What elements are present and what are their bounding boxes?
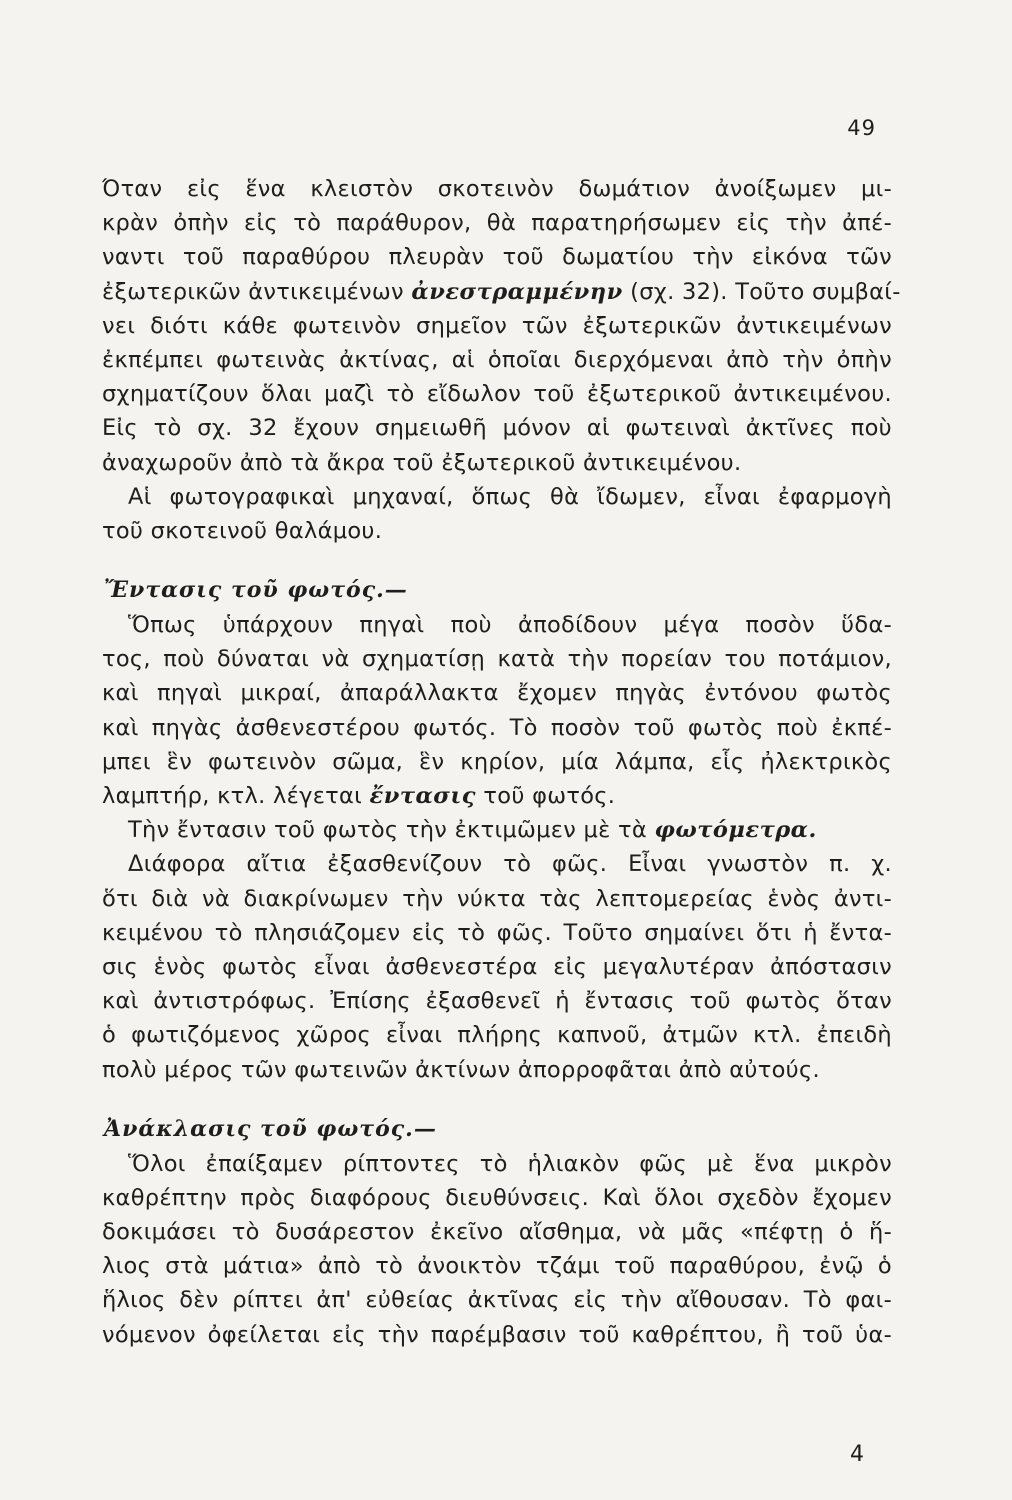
text-line: σχηματίζουν ὅλαι μαζὶ τὸ εἴδωλον τοῦ ἐξωτερικοῦ ἀντικειμένου. [102,381,892,408]
text-line: λιος στὰ μάτια» ἀπὸ τὸ ἀνοικτὸν τζάμι τοῦ παραθύρου, ἐνῷ ὁ [102,1253,892,1280]
paragraph-weakening [102,847,892,1086]
text-line: Όταν εἰς ἕνα κλειστὸν σκοτεινὸν δωμάτιον ἀνοίξωμεν μι- [102,176,892,202]
text-line: καὶ ἀντιστρόφως. Ἐπίσης ἐξασθενεῖ ἡ ἔντασις τοῦ φωτὸς ὅταν [102,988,892,1015]
text-span: τοῦ φωτός. [475,783,616,809]
text-line: ναντι τοῦ παραθύρου πλευρὰν τοῦ δωματίου τὴν εἰκόνα τῶν [102,244,892,271]
text-span: λαμπτήρ, κτλ. λέγεται [102,783,370,809]
text-line: κειμένου τὸ πλησιάζομεν εἰς τὸ φῶς. Τοῦτο σημαίνει ὅτι ἡ ἔντα- [102,919,892,946]
section-heading-intensity: Ἔντασις τοῦ φωτός.— [104,577,408,604]
spacer [102,548,892,572]
text-line: πολὺ μέρος τῶν φωτεινῶν ἀκτίνων ἀπορροφᾶται ἀπὸ αὐτούς. [102,1056,820,1083]
text-line [102,275,901,309]
text-line: μπει ἓν φωτεινὸν σῶμα, ἓν κηρίον, μία λάμπα, εἷς ἠλεκτρικὸς [102,748,892,775]
section-heading-reflection: Ἀνάκλασις τοῦ φωτός.— [104,1115,437,1142]
text-line: τοῦ σκοτεινοῦ θαλάμου. [102,517,383,544]
text-line: Εἰς τὸ σχ. 32 ἔχουν σημειωθῆ μόνον αἱ φωτειναὶ ἀκτῖνες ποὺ [102,415,892,442]
paragraph-mirror [102,1147,892,1352]
text-line: Διάφορα αἴτια ἐξασθενίζουν τὸ φῶς. Εἶναι γνωστὸν π. χ. [128,851,892,878]
text-line: ὁ φωτιζόμενος χῶρος εἶναι πλήρης καπνοῦ, ἀτμῶν κτλ. ἐπειδὴ [102,1022,892,1049]
text-line: καὶ πηγὰς ἀσθενεστέρου φωτός. Τὸ ποσὸν τοῦ φωτὸς ποὺ ἐκπέ- [102,714,892,741]
text-line [102,813,892,847]
text-line: κρὰν ὀπὴν εἰς τὸ παράθυρον, θὰ παρατηρήσωμεν εἰς τὴν ἀπέ- [102,210,892,237]
signature-number: 4 [850,1442,864,1467]
page-number: 49 [847,116,876,140]
text-body [102,172,901,1352]
text-line: καθρέπτην πρὸς διαφόρους διευθύνσεις. Καὶ ὅλοι σχεδὸν ἔχομεν [102,1184,892,1211]
paragraph-camera-obscura [102,172,901,480]
text-line: ὅτι διὰ νὰ διακρίνωμεν τὴν νύκτα τὰς λεπτομερείας ἑνὸς ἀντι- [102,885,892,912]
text-line: Ὅλοι ἐπαίξαμεν ρίπτοντες τὸ ἡλιακὸν φῶς μὲ ἕνα μικρὸν [128,1150,892,1177]
text-line: τος, ποὺ δύναται νὰ σχηματίσῃ κατὰ τὴν πορείαν του ποτάμιον, [102,646,892,673]
text-line: Ὅπως ὑπάρχουν πηγαὶ ποὺ ἀποδίδουν μέγα ποσὸν ὕδα- [128,612,892,639]
spacer [102,1087,892,1111]
text-line: καὶ πηγαὶ μικραί, ἀπαράλλακτα ἔχομεν πηγὰς ἐντόνου φωτὸς [102,680,892,707]
text-line: Αἱ φωτογραφικαὶ μηχαναί, ὅπως θὰ ἴδωμεν, εἶναι ἐφαρμογὴ [128,483,892,510]
emphasis-photometers: φωτόμετρα. [654,817,817,844]
text-line: νόμενον ὀφείλεται εἰς τὴν παρέμβασιν τοῦ καθρέπτου, ἢ τοῦ ὑα- [102,1321,892,1348]
text-span: ἐξωτερικῶν ἀντικειμένων [102,278,412,305]
text-line: ἐκπέμπει φωτεινὰς ἀκτίνας, αἱ ὁποῖαι διερχόμεναι ἀπὸ τὴν ὀπὴν [102,346,892,373]
paragraph-cameras [102,480,892,548]
text-line [102,779,892,813]
text-line: νει διότι κάθε φωτεινὸν σημεῖον τῶν ἐξωτερικῶν ἀντικειμένων [102,312,892,339]
paragraph-sources [102,608,892,813]
text-span: (σχ. 32). Τοῦτο συμβαί- [630,278,901,305]
text-line: ἥλιος δὲν ρίπτει ἀπ' εὐθείας ἀκτῖνας εἰς τὴν αἴθουσαν. Τὸ φαι- [102,1287,892,1314]
text-line: σις ἑνὸς φωτὸς εἶναι ἀσθενεστέρα εἰς μεγαλυτέραν ἀπόστασιν [102,953,892,980]
text-line: ἀναχωροῦν ἀπὸ τὰ ἄκρα τοῦ ἐξωτερικοῦ ἀντικειμένου. [102,449,742,476]
emphasis-intensity: ἔντασις [369,783,476,809]
emphasis-inverted: ἀνεστραμμένην [411,278,623,305]
text-line: δοκιμάσει τὸ δυσάρεστον ἐκεῖνο αἴσθημα, νὰ μᾶς «πέφτῃ ὁ ἥ- [102,1219,892,1246]
text-span: Τὴν ἔντασιν τοῦ φωτὸς τὴν ἐκτιμῶμεν μὲ τὰ [128,817,655,844]
